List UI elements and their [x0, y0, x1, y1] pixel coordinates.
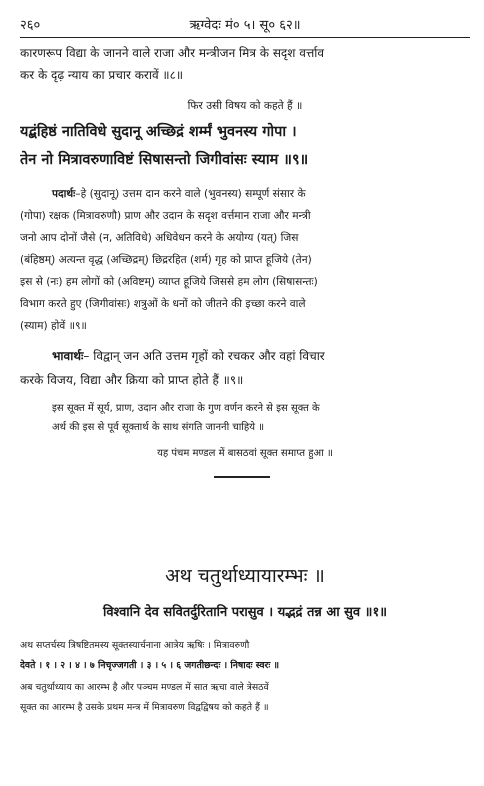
page-number: २६०: [20, 18, 41, 33]
bhavarth-line: [20, 347, 470, 364]
padarth-line: जनो आप दोनों जैसे (न, अतिविधे) अधिवेधन करने के अयोग्य (यत्) जिस: [20, 232, 299, 244]
summary-line: इस सूक्त में सूर्य, प्राण, उदान और राजा के गुण वर्णन करने से इस सूक्त के: [52, 403, 320, 414]
bhavarth-line: करके विजय, विद्या और क्रिया को प्राप्त होते हैं ॥९॥: [20, 373, 244, 387]
bhavarth-label: भावार्थः: [52, 349, 84, 363]
top-paragraph-line: कारणरूप विद्या के जानने वाले राजा और मन्त्रीजन मित्र के सदृश वर्त्ताव: [20, 46, 325, 60]
padarth-line: (स्याम) होवें ॥९॥: [20, 320, 87, 332]
padarth-label: पदार्थः: [52, 188, 76, 200]
padarth-line: विभाग करते हुए (जिगीवांसः) शत्रुओं के धनों को जीतने की इच्छा करने वाले: [20, 298, 306, 310]
padarth-text: –हे (सुदानू) उत्तम दान करने वाले (भुवनस्य) सम्पूर्ण संसार के: [75, 188, 306, 200]
sukta-intro-line: सूक्त का आरम्भ है उसके प्रथम मन्त्र में मित्रावरुण विद्वद्विषय को कहते हैं ॥: [20, 702, 269, 713]
opening-mantra: विश्वानि देव सवितर्दुरितानि परासुव । यद्भद्रं तन्न आ सुव ॥१॥: [102, 605, 388, 620]
sukta-intro-line: अब चतुर्थाध्याय का आरम्भ है और पञ्चम मण्डल में सात ऋचा वाले त्रेसठवें: [20, 682, 269, 693]
padarth-line: (गोपा) रक्षक (मित्रावरुणौ) प्राण और उदान के सदृश वर्त्तमान राजा और मन्त्री: [20, 210, 311, 222]
sukta-end-note: यह पंचम मण्डल में बासठवां सूक्त समाप्त हुआ ॥: [157, 448, 333, 459]
subject-line: फिर उसी विषय को कहते हैं ॥: [187, 100, 303, 112]
chapter-heading: अथ चतुर्थाध्यायारम्भः ॥: [165, 565, 325, 587]
header-rule: [20, 37, 470, 38]
mantra-line: तेन नो मित्रावरुणाविष्टं सिषासन्तो जिगीवांसः स्याम ॥९॥: [20, 152, 309, 168]
summary-line: अर्थ की इस से पूर्व सूक्तार्थ के साथ संगति जाननी चाहिये ॥: [52, 422, 265, 433]
sukta-intro-line: देवते । १ । २ । ४ । ७ निचृज्जगती । ३ । ५ । ६ जगतीछन्दः । निषादः स्वरः ॥: [20, 660, 280, 671]
running-title: ऋग्वेदः मं० ५। सू० ६२॥: [189, 18, 301, 33]
padarth-line: इस से (नः) हम लोगों को (अविष्टम्) व्याप्त हूजिये जिससे हम लोग (सिषासन्तः): [20, 276, 318, 288]
top-paragraph-line: कर के दृढ़ न्याय का प्रचार करावें ॥८॥: [20, 68, 184, 82]
bhavarth-text: – विद्वान् जन अति उत्तम गृहों को रचकर और वहां विचार: [83, 349, 325, 363]
sukta-intro-line: अथ सप्तर्चस्य त्रिषष्टितमस्य सूक्तस्यार्चनाना आत्रेय ऋषिः । मित्रावरुणौ: [20, 640, 250, 651]
mantra-line: यद्बंहिष्ठं नातिविधे सुदानू अच्छिद्रं शर्म्मं भुवनस्य गोपा ।: [20, 124, 297, 140]
running-header: [20, 14, 470, 34]
padarth-line: [20, 187, 470, 201]
padarth-line: (बंहिष्ठम्) अत्यन्त वृद्ध (अच्छिद्रम्) छिद्ररहित (शर्म) गृह को प्राप्त हूजिये (तेन): [20, 254, 312, 266]
section-separator: [214, 476, 270, 478]
